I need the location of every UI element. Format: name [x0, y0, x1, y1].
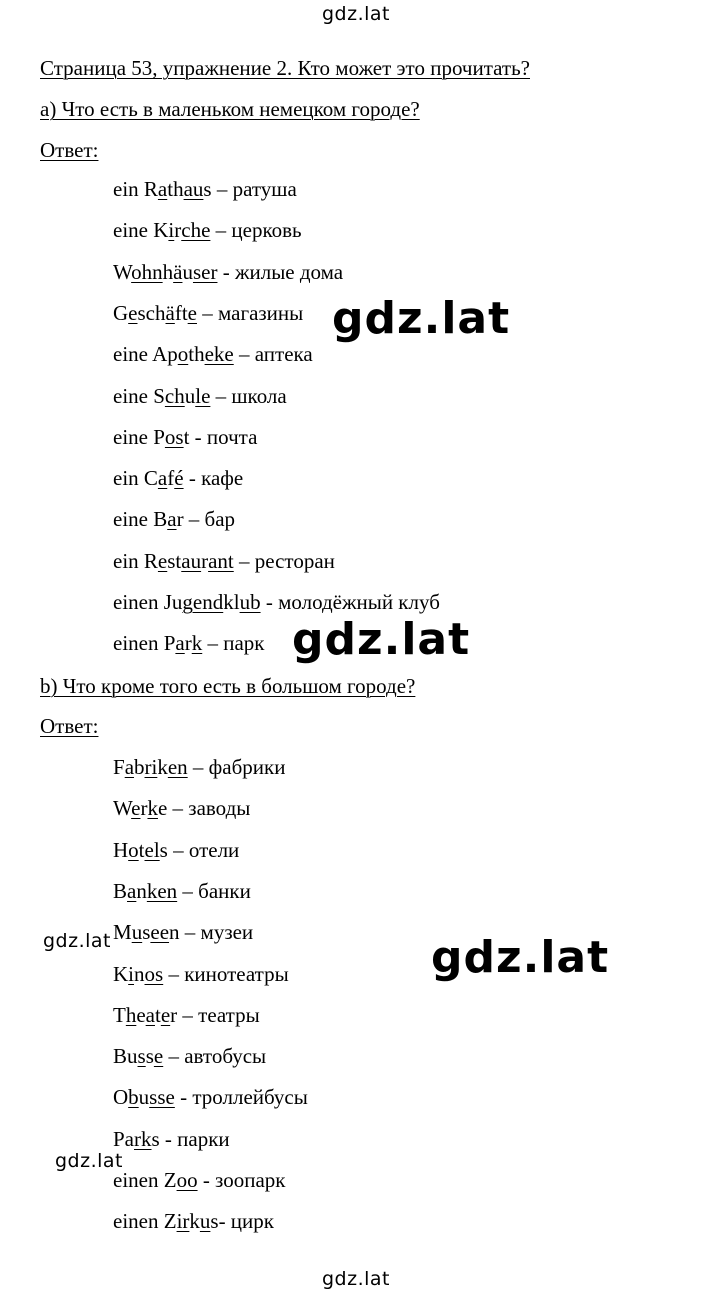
vocab-stressed-part: ee	[150, 920, 170, 945]
vocab-text-part: s - парки	[151, 1126, 230, 1151]
vocab-text-part: – автобусы	[163, 1044, 267, 1069]
vocab-text-part: u	[138, 1085, 150, 1110]
vocab-item	[113, 466, 243, 490]
vocab-text-part: T	[113, 1002, 126, 1027]
vocab-item	[113, 218, 302, 242]
vocab-text-part: - молодёжный клуб	[260, 590, 440, 614]
vocab-stressed-part: le	[195, 383, 211, 408]
vocab-text-part: r	[201, 548, 209, 573]
vocab-text-part: n	[136, 878, 147, 903]
vocab-stressed-part: e	[153, 1044, 164, 1069]
vocab-text-part: u	[182, 259, 193, 284]
vocab-stressed-part: ch	[164, 383, 185, 408]
vocab-text-part: G	[113, 300, 129, 325]
vocab-stressed-part: u	[131, 920, 143, 945]
vocab-stressed-part: o	[177, 342, 189, 367]
vocab-text-part: eine Ap	[113, 342, 178, 367]
vocab-stressed-part: a	[157, 177, 168, 201]
vocab-stressed-part: os	[164, 424, 184, 449]
watermark-center-1: gdz.lat	[332, 293, 511, 344]
vocab-stressed-part: sse	[149, 1085, 175, 1110]
vocab-text-part: r – бар	[176, 507, 236, 532]
vocab-item	[113, 425, 257, 449]
vocab-text-part: - зоопарк	[197, 1168, 286, 1192]
vocab-item	[113, 342, 313, 366]
vocab-item	[113, 879, 251, 903]
vocab-text-part: ein R	[113, 548, 158, 573]
vocab-text-part: sch	[137, 300, 166, 325]
vocab-text-part: – школа	[210, 383, 287, 408]
vocab-item	[113, 631, 265, 655]
vocab-stressed-part: ohn	[131, 259, 163, 284]
vocab-text-part: F	[113, 755, 125, 779]
vocab-text-part: – парк	[202, 631, 265, 656]
vocab-text-part: u	[184, 383, 196, 408]
vocab-item	[113, 838, 239, 862]
watermark-left-2: gdz.lat	[55, 1150, 124, 1172]
vocab-item	[113, 507, 235, 531]
vocab-stressed-part: ä	[165, 300, 175, 325]
watermark-top: gdz.lat	[322, 3, 391, 25]
vocab-stressed-part: rk	[134, 1126, 152, 1151]
vocab-stressed-part: e	[187, 300, 197, 325]
vocab-text-part: eine S	[113, 383, 165, 408]
vocab-text-part: einen Ju	[113, 590, 183, 614]
vocab-item	[113, 549, 335, 573]
section-b-question: b) Что кроме того есть в большом городе?	[40, 674, 416, 698]
vocab-item	[113, 796, 250, 820]
watermark-center-2: gdz.lat	[292, 614, 471, 665]
vocab-text-part: Bu	[113, 1044, 138, 1069]
vocab-text-part: s	[142, 920, 151, 945]
vocab-text-part: eine K	[113, 218, 169, 243]
vocab-stressed-part: k	[147, 796, 158, 821]
vocab-item	[113, 755, 285, 779]
vocab-stressed-part: en	[167, 755, 188, 779]
vocab-stressed-part: i	[168, 218, 175, 243]
vocab-text-part: kl	[223, 590, 240, 614]
vocab-stressed-part: u	[199, 1209, 211, 1234]
vocab-text-part: r	[174, 218, 182, 243]
vocab-text-part: B	[113, 878, 128, 903]
vocab-text-part: K	[113, 961, 129, 986]
vocab-text-part: h	[162, 259, 174, 284]
vocab-text-part: eine B	[113, 507, 168, 532]
vocab-text-part: n	[134, 961, 145, 986]
vocab-text-part: M	[113, 920, 132, 945]
vocab-stressed-part: ken	[146, 878, 178, 903]
vocab-text-part: t	[138, 837, 145, 862]
vocab-item	[113, 1085, 308, 1109]
vocab-text-part: th	[188, 342, 205, 367]
vocab-text-part: r	[184, 631, 192, 656]
vocab-stressed-part: eke	[204, 342, 234, 367]
vocab-text-part: – магазины	[196, 300, 304, 325]
vocab-text-part: s – ратуша	[203, 177, 297, 201]
vocab-text-part: Pa	[113, 1126, 134, 1151]
vocab-item	[113, 1044, 266, 1068]
vocab-stressed-part: au	[181, 548, 202, 573]
watermark-left-1: gdz.lat	[43, 930, 112, 952]
section-b-answer-label: Ответ:	[40, 714, 99, 738]
vocab-item	[113, 1209, 274, 1233]
vocab-text-part: H	[113, 837, 129, 862]
vocab-stressed-part: o	[128, 837, 139, 862]
vocab-text-part: einen P	[113, 631, 176, 656]
vocab-text-part: ein R	[113, 177, 158, 201]
vocab-stressed-part: i	[128, 961, 135, 986]
vocab-text-part: f	[167, 466, 175, 491]
vocab-stressed-part: ant	[208, 548, 234, 573]
vocab-stressed-part: s	[137, 1044, 146, 1069]
vocab-stressed-part: el	[144, 837, 160, 862]
vocab-text-part: t	[154, 1002, 161, 1027]
vocab-text-part: ft	[174, 300, 188, 325]
vocab-text-part: - троллейбусы	[174, 1085, 308, 1110]
vocab-stressed-part: ä	[173, 259, 183, 284]
vocab-text-part: s	[145, 1044, 154, 1069]
vocab-stressed-part: a	[127, 878, 137, 903]
vocab-text-part: – банки	[177, 878, 251, 903]
vocab-text-part: ein C	[113, 466, 158, 491]
vocab-stressed-part: é	[174, 466, 184, 491]
watermark-center-3: gdz.lat	[431, 932, 610, 983]
vocab-text-part: - жилые дома	[217, 259, 344, 284]
vocab-stressed-part: ri	[144, 755, 158, 779]
vocab-item	[113, 962, 289, 986]
watermark-bottom: gdz.lat	[322, 1268, 391, 1290]
vocab-text-part: e – заводы	[157, 796, 251, 821]
vocab-item	[113, 590, 440, 614]
vocab-text-part: O	[113, 1085, 129, 1110]
vocab-stressed-part: b	[128, 1085, 139, 1110]
vocab-text-part: th	[167, 177, 184, 201]
vocab-text-part: – аптека	[233, 342, 313, 367]
vocab-item	[113, 1168, 286, 1192]
vocab-text-part: r	[140, 796, 148, 821]
vocab-text-part: s – отели	[159, 837, 240, 862]
vocab-text-part: eine P	[113, 424, 165, 449]
vocab-text-part: – ресторан	[233, 548, 335, 573]
section-a-answer-label: Ответ:	[40, 138, 99, 162]
vocab-item	[113, 384, 287, 408]
vocab-stressed-part: oo	[176, 1168, 198, 1192]
vocab-stressed-part: a	[175, 631, 185, 656]
section-a-question: а) Что есть в маленьком немецком городе?	[40, 97, 420, 121]
vocab-item	[113, 1003, 260, 1027]
vocab-text-part: k	[189, 1209, 200, 1234]
vocab-text-part: e	[136, 1002, 146, 1027]
vocab-stressed-part: os	[144, 961, 164, 986]
vocab-stressed-part: a	[157, 466, 168, 491]
vocab-stressed-part: au	[183, 177, 204, 201]
vocab-stressed-part: gend	[182, 590, 224, 614]
vocab-text-part: t - почта	[183, 424, 258, 449]
vocab-stressed-part: ser	[192, 259, 218, 284]
vocab-text-part: - кафе	[183, 466, 244, 491]
vocab-text-part: s- цирк	[210, 1209, 274, 1234]
vocab-stressed-part: a	[167, 507, 177, 532]
vocab-text-part: st	[167, 548, 182, 573]
vocab-item	[113, 260, 343, 284]
vocab-stressed-part: ub	[239, 590, 261, 614]
vocab-text-part: n – музеи	[169, 920, 254, 945]
vocab-item	[113, 301, 303, 325]
vocab-stressed-part: k	[191, 631, 203, 656]
vocab-text-part: – кинотеатры	[163, 961, 289, 986]
page-heading: Страница 53, упражнение 2. Кто может это прочитать?	[40, 56, 530, 80]
vocab-stressed-part: che	[181, 218, 211, 243]
vocab-stressed-part: e	[128, 300, 138, 325]
vocab-stressed-part: a	[124, 755, 135, 779]
vocab-text-part: r – театры	[170, 1002, 260, 1027]
vocab-stressed-part: ir	[176, 1209, 190, 1234]
vocab-stressed-part: h	[125, 1002, 137, 1027]
vocab-text-part: – церковь	[210, 218, 302, 243]
vocab-text-part: einen Z	[113, 1168, 177, 1192]
vocab-stressed-part: e	[131, 796, 141, 821]
vocab-text-part: W	[113, 796, 132, 821]
vocab-text-part: einen Z	[113, 1209, 177, 1234]
vocab-text-part: k	[157, 755, 168, 779]
vocab-stressed-part: e	[160, 1002, 171, 1027]
vocab-text-part: W	[113, 259, 132, 284]
vocab-item	[113, 177, 297, 201]
vocab-stressed-part: e	[157, 548, 168, 573]
vocab-item	[113, 920, 253, 944]
vocab-text-part: – фабрики	[187, 755, 286, 779]
vocab-text-part: b	[134, 755, 145, 779]
vocab-item	[113, 1127, 230, 1151]
vocab-stressed-part: a	[145, 1002, 155, 1027]
